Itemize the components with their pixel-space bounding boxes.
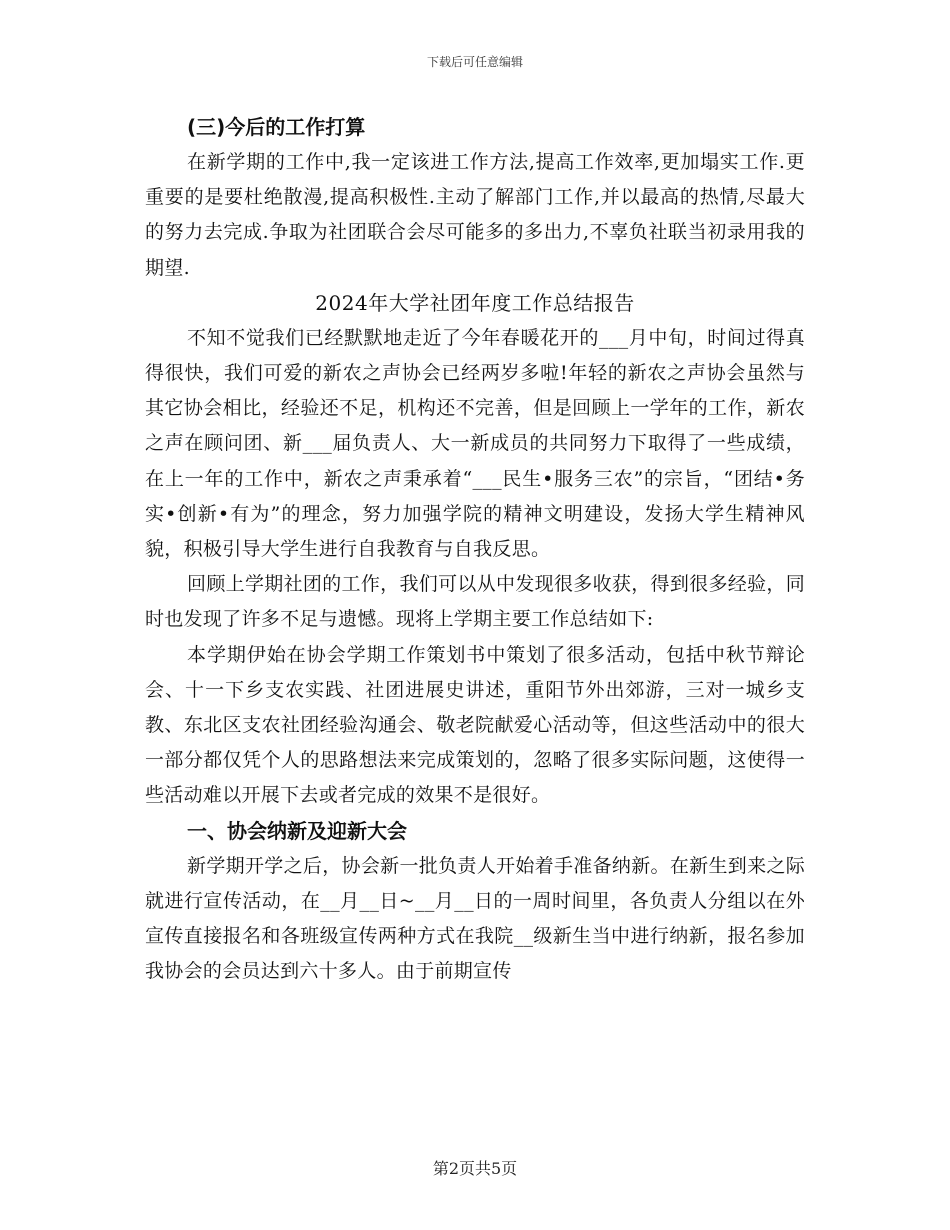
page-header-note: 下载后可任意编辑 xyxy=(426,55,523,69)
paragraph-intro: 不知不觉我们已经默默地走近了今年春暖花开的___月中旬，时间过得真得很快，我们可爱的新农之声协会已经两岁多啦!年轻的新农之声协会虽然与其它协会相比，经验还不足，机构还不完善，但是回顾上一学年的工作，新农之声在顾问团、新___届负责人、大一新成员的共同努力下取得了一些成绩，在上一年的工作中，新农之声秉承着“___民生•服务三农”的宗旨，“团结•务实•创新•有为”的理念，努力加强学院的精神文明建设，发扬大学生精神风貌，积极引导大学生进行自我教育与自我反思。 xyxy=(145,326,805,561)
page-number: 第2页共5页 xyxy=(432,1159,518,1178)
paragraph-future-plans: 在新学期的工作中,我一定该进工作方法,提高工作效率,更加塌实工作.更重要的是要杜绝散漫,提高积极性.主动了解部门工作,并以最高的热情,尽最大的努力去完成.争取为社团联合会尽可能多的多出力,不辜负社联当初录用我的期望. xyxy=(145,151,805,279)
report-title: 2024年大学社团年度工作总结报告 xyxy=(315,290,635,315)
section-heading-future-plans: (三)今后的工作打算 xyxy=(187,115,366,139)
document-body xyxy=(145,110,805,989)
paragraph-recruitment: 新学期开学之后，协会新一批负责人开始着手准备纳新。在新生到来之际就进行宣传活动，在__月__日~__月__日的一周时间里，各负责人分组以在外宣传直接报名和各班级宣传两种方式在我院__级新生当中进行纳新，报名参加我协会的会员达到六十多人。由于前期宣传 xyxy=(145,854,805,983)
paragraph-review: 回顾上学期社团的工作，我们可以从中发现很多收获，得到很多经验，同时也发现了许多不足与遗憾。现将上学期主要工作总结如下: xyxy=(145,573,805,631)
paragraph-activities: 本学期伊始在协会学期工作策划书中策划了很多活动，包括中秋节辩论会、十一下乡支农实践、社团进展史讲述，重阳节外出郊游，三对一城乡支教、东北区支农社团经验沟通会、敬老院献爱心活动等，但这些活动中的很大一部分都仅凭个人的思路想法来完成策划的，忽略了很多实际问题，这使得一些活动难以开展下去或者完成的效果不是很好。 xyxy=(145,643,805,807)
section-heading-recruitment: 一、协会纳新及迎新大会 xyxy=(187,818,407,843)
